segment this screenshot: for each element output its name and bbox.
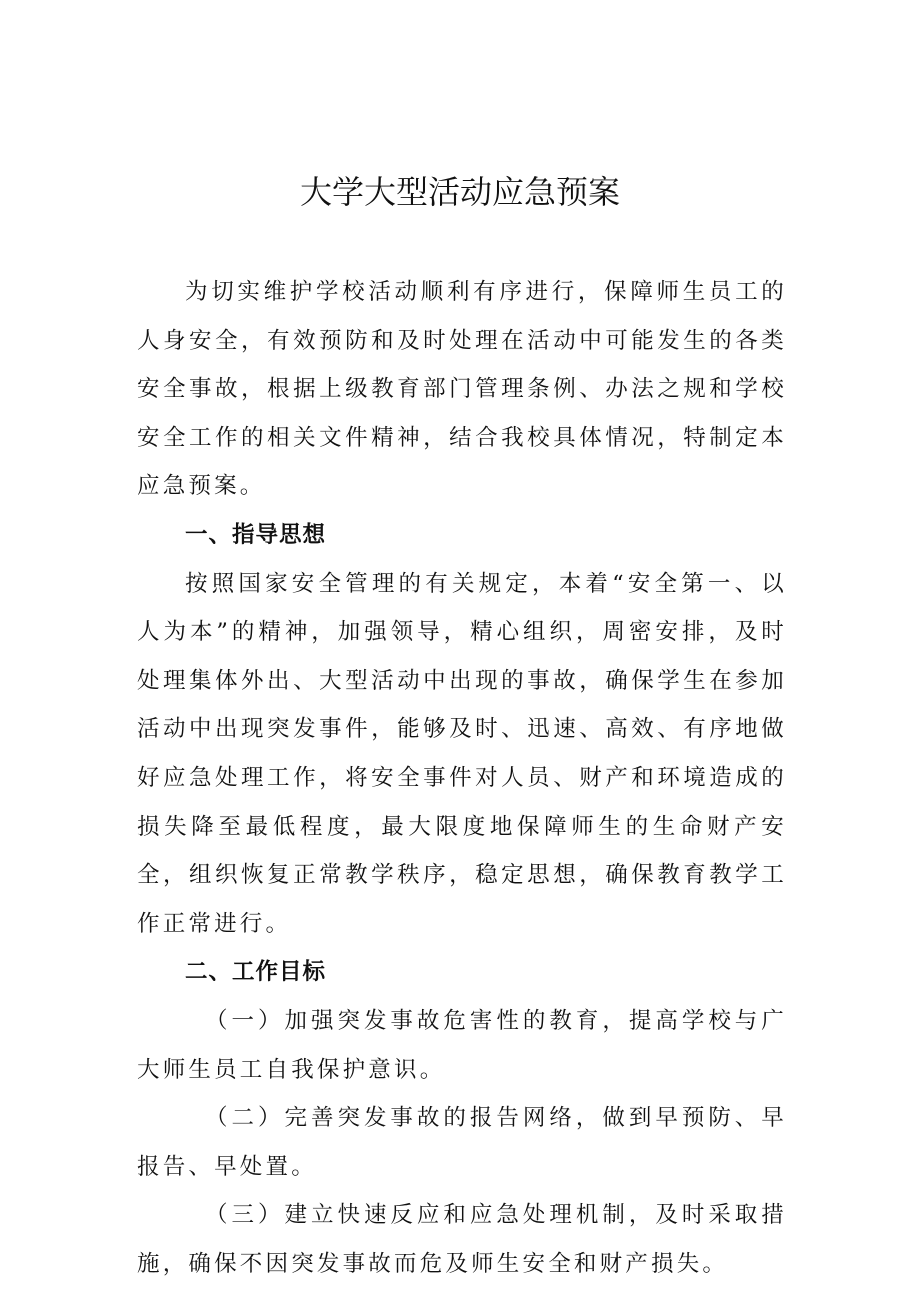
guiding-ideology-paragraph: 按照国家安全管理的有关规定，本着“安全第一、以人为本”的精神，加强领导，精心组织，周密安排，及时处理集体外出、大型活动中出现的事故，确保学生在参加活动中出现突发事件，能够及时、迅速、高效、有序地做好应急处理工作，将安全事件对人员、财产和环境造成的损失降至最低程度，最大限度地保障师生的生命财产安全，组织恢复正常教学秩序，稳定思想，确保教育教学工作正常进行。: [137, 570, 787, 937]
document-title: 大学大型活动应急预案: [299, 173, 620, 211]
work-goal-item-2: （二）完善突发事故的报告网络，做到早预防、早报告、早处置。: [137, 1105, 787, 1180]
section-heading-guiding-ideology: 一、指导思想: [185, 521, 327, 548]
document-body: [137, 268, 787, 1288]
work-goal-item-3: （三）建立快速反应和应急处理机制，及时采取措施，确保不因突发事故而危及师生安全和财产损失。: [137, 1202, 787, 1277]
work-goal-item-1: （一）加强突发事故危害性的教育，提高学校与广大师生员工自我保护意识。: [137, 1007, 787, 1083]
section-heading-work-goals: 二、工作目标: [185, 959, 327, 986]
intro-paragraph: 为切实维护学校活动顺利有序进行，保障师生员工的人身安全，有效预防和及时处理在活动中可能发生的各类安全事故，根据上级教育部门管理条例、办法之规和学校安全工作的相关文件精神，结合我校具体情况，特制定本应急预案。: [137, 279, 787, 500]
